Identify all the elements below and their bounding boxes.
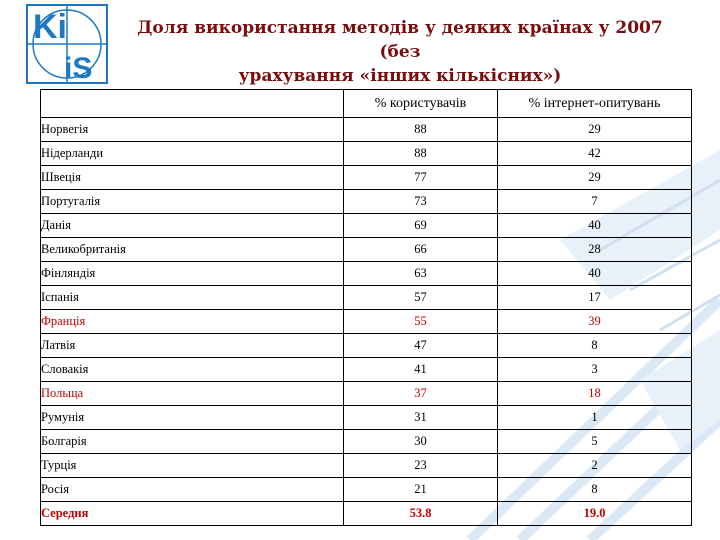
users-cell: 23 [344, 454, 498, 478]
users-cell: 21 [344, 478, 498, 502]
country-cell: Фінляндія [41, 262, 344, 286]
country-cell: Болгарія [41, 430, 344, 454]
header-users: % користувачів [344, 90, 498, 118]
table-row [41, 286, 692, 310]
internet-cell: 1 [498, 406, 692, 430]
logo-text-top: Ki [33, 8, 67, 46]
country-cell: Великобританія [41, 238, 344, 262]
internet-cell: 42 [498, 142, 692, 166]
country-cell: Іспанія [41, 286, 344, 310]
internet-cell: 3 [498, 358, 692, 382]
table-row [41, 334, 692, 358]
header-country [41, 90, 344, 118]
internet-cell: 40 [498, 214, 692, 238]
table-row [41, 310, 692, 334]
logo-text-bottom: iS [64, 52, 93, 85]
internet-cell: 29 [498, 118, 692, 142]
table-header-row [41, 90, 692, 118]
average-users: 53.8 [344, 502, 498, 526]
internet-cell: 5 [498, 430, 692, 454]
country-cell: Франція [41, 310, 344, 334]
table-row [41, 118, 692, 142]
average-label: Середня [41, 502, 344, 526]
internet-cell: 2 [498, 454, 692, 478]
users-cell: 88 [344, 118, 498, 142]
users-cell: 55 [344, 310, 498, 334]
average-row [41, 502, 692, 526]
users-cell: 73 [344, 190, 498, 214]
country-cell: Румунія [41, 406, 344, 430]
internet-cell: 29 [498, 166, 692, 190]
kiis-logo [24, 2, 110, 86]
users-cell: 31 [344, 406, 498, 430]
table-row [41, 166, 692, 190]
users-cell: 63 [344, 262, 498, 286]
country-cell: Росія [41, 478, 344, 502]
table-row [41, 478, 692, 502]
country-cell: Турція [41, 454, 344, 478]
country-cell: Португалія [41, 190, 344, 214]
internet-cell: 8 [498, 334, 692, 358]
users-cell: 30 [344, 430, 498, 454]
table-row [41, 454, 692, 478]
internet-cell: 17 [498, 286, 692, 310]
title-line-2: урахування «інших кількісних») [238, 66, 562, 86]
table-row [41, 142, 692, 166]
users-cell: 37 [344, 382, 498, 406]
table-row [41, 406, 692, 430]
average-internet: 19.0 [498, 502, 692, 526]
header-internet: % інтернет-опитувань [498, 90, 692, 118]
internet-cell: 18 [498, 382, 692, 406]
country-cell: Норвегія [41, 118, 344, 142]
country-cell: Польща [41, 382, 344, 406]
users-cell: 66 [344, 238, 498, 262]
title-line-1: Доля використання методів у деяких країнах у 2007 (без [137, 18, 663, 62]
table-row [41, 214, 692, 238]
table-row [41, 238, 692, 262]
users-cell: 69 [344, 214, 498, 238]
internet-cell: 28 [498, 238, 692, 262]
internet-cell: 40 [498, 262, 692, 286]
table-row [41, 430, 692, 454]
internet-cell: 7 [498, 190, 692, 214]
users-cell: 88 [344, 142, 498, 166]
internet-cell: 39 [498, 310, 692, 334]
users-cell: 41 [344, 358, 498, 382]
country-cell: Данія [41, 214, 344, 238]
table-row [41, 358, 692, 382]
users-cell: 57 [344, 286, 498, 310]
table-row [41, 190, 692, 214]
users-cell: 47 [344, 334, 498, 358]
country-cell: Швеція [41, 166, 344, 190]
country-cell: Латвія [41, 334, 344, 358]
internet-cell: 8 [498, 478, 692, 502]
users-cell: 77 [344, 166, 498, 190]
table-row [41, 262, 692, 286]
page-title [120, 16, 680, 88]
table-row [41, 382, 692, 406]
country-cell: Нідерланди [41, 142, 344, 166]
country-cell: Словакія [41, 358, 344, 382]
methods-table [40, 89, 692, 526]
